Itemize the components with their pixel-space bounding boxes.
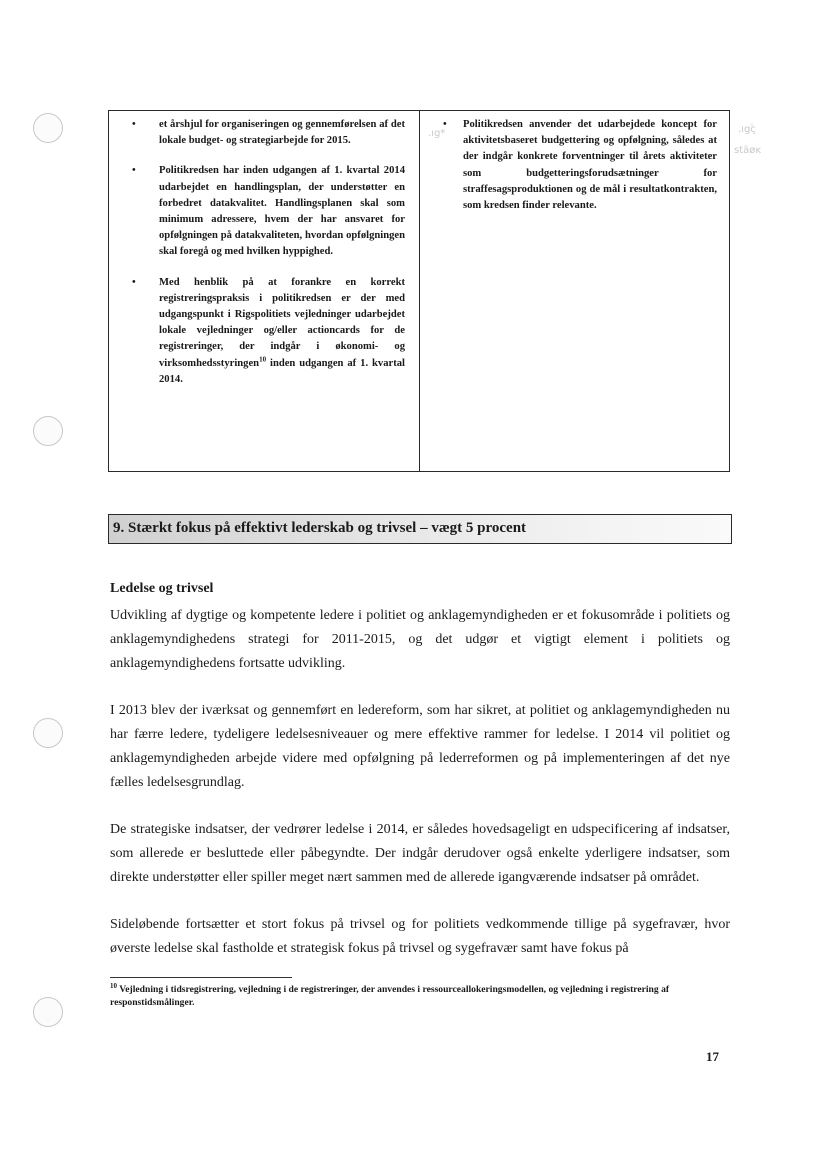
bullet-icon: • — [132, 119, 136, 130]
list-item: • Politikredsen anvender det udarbejdede koncept for aktivitetsbaseret budgettering og opfølgning, således at der indgår konkrete forventninger til årets aktiviteter som budgetteringsforudsætninger for straffesagsproduktionen og de mål i resultatkontrakten, som kredsen finder relevante. — [443, 119, 717, 212]
bullet-icon: • — [443, 119, 447, 130]
list-item: • et årshjul for organiseringen og gennemførelsen af det lokale budget- og strategiarbejde for 2015. — [132, 119, 405, 147]
paragraph: De strategiske indsatser, der vedrører ledelse i 2014, er således hovedsageligt en udspecificering af indsatser, som allerede er besluttede eller påbegyndte. Der indgår derudover også enkelte yderligere indsatser, som direkte understøtter eller spiller meget nært sammen med de allerede igangværende indsatser på området. — [110, 822, 730, 885]
table-left-column — [125, 117, 405, 402]
bleed-through-mark: stäøĸ — [734, 145, 762, 156]
bullet-icon: • — [132, 165, 136, 177]
footnote: $^{10}$ Vejledning i tidsregistrering, vejledning i de registreringer, der anvendes i ressourceallokeringsmodellen, og vejledning i registrering af responstidsmålinger. — [110, 981, 670, 1008]
table-column-divider — [419, 111, 420, 471]
main-body — [110, 577, 730, 984]
punch-hole-bottom — [33, 997, 63, 1027]
paragraph: Udvikling af dygtige og kompetente ledere i politiet og anklagemyndigheden er et fokusområde i politiets og anklagemyndighedens strategi for 2011-2015, og det udgør et vigtigt element i politiets og anklagemyndighedens fortsatte udvikling. — [110, 608, 730, 671]
list-item: • Politikredsen har inden udgangen af 1. kvartal 2014 udarbejdet en handlingsplan, der understøtter en forbedret datakvalitet. Handlingsplanen skal som minimum adressere, hvem der har ansvaret for opfølgningen på datakvaliteten, hvordan opfølgningen skal foregå og med hvilken hyppighed. — [132, 165, 405, 258]
footnote-divider — [110, 977, 292, 978]
subheading: Ledelse og trivsel — [110, 581, 214, 596]
punch-hole-upper — [33, 416, 63, 446]
footnote-reference[interactable]: 10 — [259, 355, 267, 364]
bullet-icon: • — [132, 276, 136, 288]
punch-hole-top — [33, 113, 63, 143]
list-item: • Med henblik på at forankre en korrekt registreringspraksis i politikredsen er der med udgangspunkt i Rigspolitiets vejledninger udarbejdet lokale vejledninger og/eller actioncards for de registreringer, der indgår i økonomi- og virksomhedsstyringen$^{10}$ inden udgangen af 1. kvartal 2014. — [132, 276, 405, 385]
footnote-number: 10 — [110, 981, 117, 990]
paragraph: Sideløbende fortsætter et stort fokus på trivsel og for politiets vedkommende tillige på sygefravær, hvor øverste ledelse skal fastholde et strategisk fokus på trivsel og sygefravær samt have fokus på — [110, 917, 730, 956]
page-number: 17 — [706, 1049, 719, 1064]
bleed-through-mark: .ıg* — [428, 128, 446, 139]
bleed-through-mark: .ıg۠ς — [738, 124, 757, 135]
section-heading: 9. Stærkt fokus på effektivt lederskab og trivsel – vægt 5 procent — [108, 514, 732, 544]
table-right-column — [439, 117, 717, 228]
indicator-table — [108, 110, 730, 472]
punch-hole-lower — [33, 718, 63, 748]
paragraph: I 2013 blev der iværksat og gennemført en ledereform, som har sikret, at politiet og anklagemyndigheden nu har færre ledere, tydeligere ledelsesniveauer og mere effektive rammer for ledelse. I 2014 vil politiet og anklagemyndigheden arbejde videre med opfølgning på lederreformen og på implementeringen af det nye fælles ledelsesgrundlag. — [110, 703, 730, 790]
